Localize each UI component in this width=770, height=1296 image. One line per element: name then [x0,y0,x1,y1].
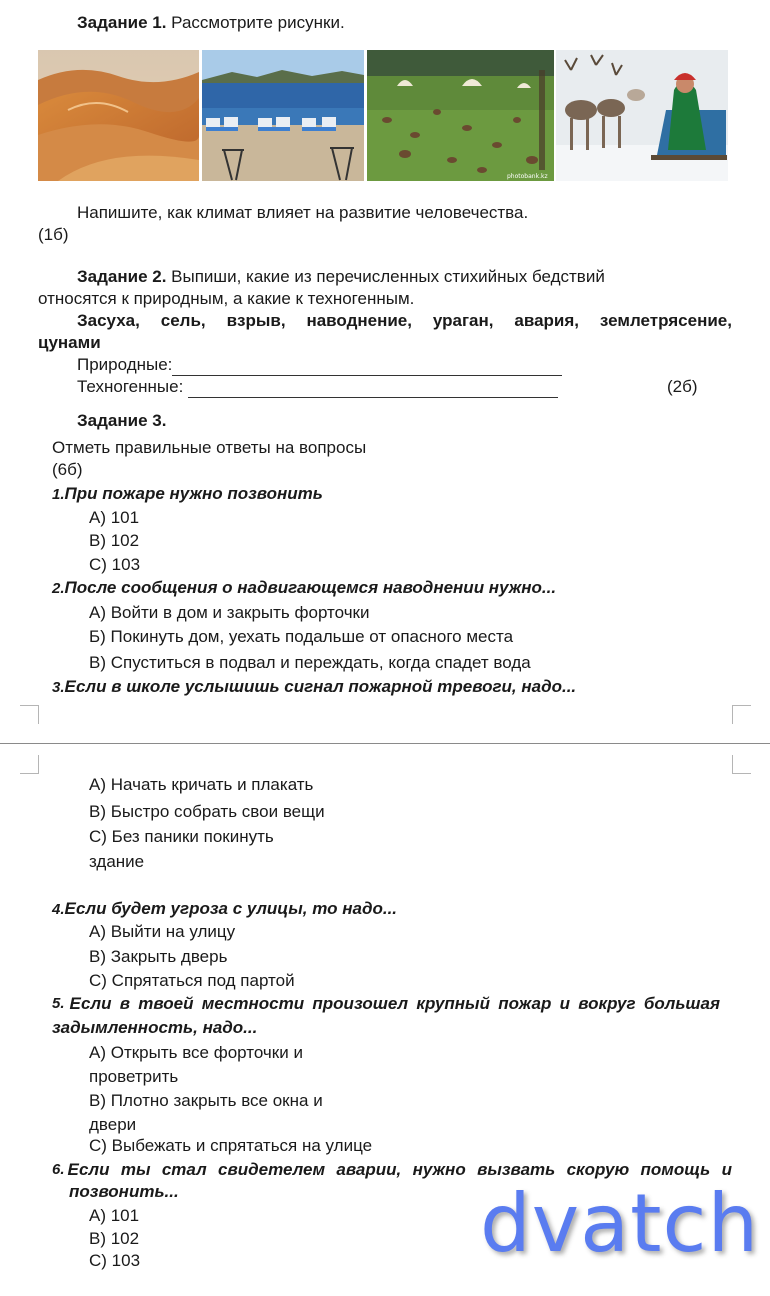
question-5: 5. Если в твоей местности произошел крупный пожар и вокруг большая [52,994,720,1013]
question-6-line2: позвонить... [69,1182,179,1201]
page-corner-mark [732,705,751,724]
disaster-list [77,310,732,332]
answer-option[interactable]: С) 103 [89,1251,141,1270]
task2-text-line2: относятся к природным, а какие к техногенным. [38,289,415,308]
answer-option: здание [89,852,145,871]
answer-option[interactable]: В) Плотно закрыть все окна и [89,1091,323,1110]
answer-option[interactable]: А) Выйти на улицу [89,922,236,941]
question-1: 1.При пожаре нужно позвонить [52,484,323,503]
answer-option[interactable]: А) Открыть все форточки и [89,1043,303,1062]
answer-option[interactable]: С) Выбежать и спрятаться на улице [89,1136,373,1155]
answer-option[interactable]: А) 101 [89,508,140,527]
answer-option[interactable]: А) 101 [89,1206,140,1225]
question-5-line2: задымленность, надо... [52,1018,258,1037]
beach-photo [202,50,364,181]
page-break-divider [0,743,770,744]
watermark: dvatch [480,1177,760,1270]
answer-option: двери [89,1115,137,1134]
answer-option[interactable]: С) Спрятаться под партой [89,971,295,990]
task1-points: (1б) [38,225,69,244]
reindeer-herder-photo [556,50,728,181]
task2-text [38,266,732,288]
question-3: 3.Если в школе услышишь сигнал пожарной тревоги, надо... [52,677,577,696]
answer-option[interactable]: А) Начать кричать и плакать [89,775,314,794]
answer-option[interactable]: В) 102 [89,1229,140,1248]
task1-instruction: Напишите, как климат влияет на развитие человечества. [77,203,529,222]
answer-option[interactable]: В) Спуститься в подвал и переждать, когда спадет вода [89,653,531,672]
task3-points: (6б) [52,460,83,479]
task1-title: Задание 1. [77,13,167,32]
page-corner-mark [20,755,39,774]
question-6: 6. Если ты стал свидетелем аварии, нужно вызвать скорую помощь и [52,1160,732,1179]
answer-option[interactable]: В) Закрыть дверь [89,947,228,966]
question-4: 4.Если будет угроза с улицы, то надо... [52,899,398,918]
answer-option[interactable]: В) 102 [89,531,140,550]
task2-points: (2б) [667,377,698,396]
natural-answer-line[interactable] [172,359,562,376]
answer-option[interactable]: А) Войти в дом и закрыть форточки [89,603,370,622]
natural-row [77,354,562,376]
technogenic-label: Техногенные: [77,377,184,396]
task2-text-line1: Выпиши, какие из перечисленных стихийных бедствий [171,267,605,286]
answer-option[interactable]: С) Без паники покинуть [89,827,274,846]
disaster-list-line2: цунами [38,333,101,352]
image-caption: photobank.kz [507,173,548,180]
technogenic-row [77,376,558,398]
technogenic-answer-line[interactable] [188,381,558,398]
page-corner-mark [732,755,751,774]
question-2: 2.После сообщения о надвигающемся наводнении нужно... [52,578,557,597]
answer-option: проветрить [89,1067,179,1086]
natural-label: Природные: [77,355,173,374]
task1-title-rest: Рассмотрите рисунки. [171,13,345,32]
task2-title: Задание 2. [77,267,167,286]
page-corner-mark [20,705,39,724]
disaster-list-line1: Засуха, сель, взрыв, наводнение, ураган, авария, землетрясение, [77,311,732,330]
desert-photo [38,50,199,181]
task1-heading [77,12,345,34]
yurt-camp-photo [367,50,554,181]
answer-option[interactable]: В) Быстро собрать свои вещи [89,802,325,821]
task3-instruction: Отметь правильные ответы на вопросы [52,438,367,457]
answer-option[interactable]: С) 103 [89,555,141,574]
answer-option[interactable]: Б) Покинуть дом, уехать подальше от опасного места [89,627,514,646]
task3-title: Задание 3. [77,411,167,430]
